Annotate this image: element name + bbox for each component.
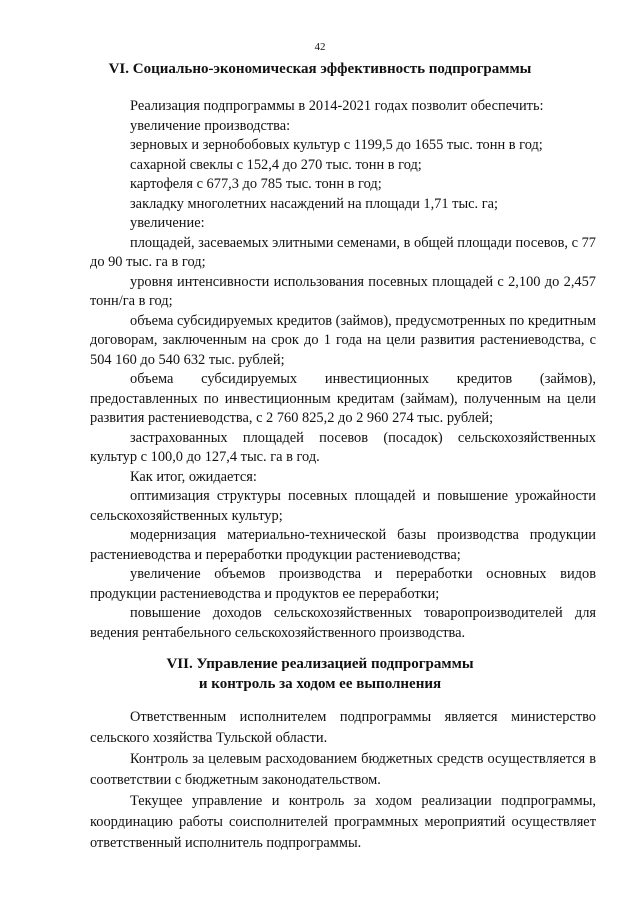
paragraph: увеличение производства: [130,117,291,134]
paragraph: увеличение объемов производства и переработки основных видов продукции растениеводства и продуктов ее переработки; [90,566,596,602]
paragraph: Как итог, ожидается: [130,468,257,485]
paragraph: оптимизация структуры посевных площадей и повышение урожайности сельскохозяйственных культур; [90,488,596,524]
section-7-title-line-2: и контроль за ходом ее выполнения [198,675,442,692]
paragraph: Контроль за целевым расходованием бюджетных средств осуществляется в соответствии с бюджетным законодательством. [90,751,596,788]
paragraph: картофеля с 677,3 до 785 тыс. тонн в год; [130,176,382,192]
paragraph: сахарной свеклы с 152,4 до 270 тыс. тонн в год; [130,156,422,173]
paragraph: закладку многолетних насаждений на площади 1,71 тыс. га; [130,195,498,212]
section-6-heading [40,60,600,80]
paragraph: модернизация материально-технической базы производства продукции растениеводства и переработки продукции растениеводства; [90,527,596,563]
section-7-title-line-1: VII. Управление реализацией подпрограммы [166,656,474,672]
paragraph: застрахованных площадей посевов (посадок) сельскохозяйственных культур с 100,0 до 127,4 тыс. га в год. [90,429,596,465]
section-6-body [90,97,596,643]
paragraph: объема субсидируемых кредитов (займов), предусмотренных по кредитным договорам, заключенным на срок до 1 года на цели развития растениеводства, с 504 160 до 540 632 тыс. рублей; [90,312,597,368]
paragraph: уровня интенсивности использования посевных площадей с 2,100 до 2,457 тонн/га в год; [90,273,596,309]
section-6-title: VI. Социально-экономическая эффективность подпрограммы [108,61,532,77]
page-number: 42 [314,41,326,53]
section-7-heading [40,655,600,694]
paragraph: увеличение: [130,215,205,231]
paragraph: объема субсидируемых инвестиционных кредитов (займов), предоставленных по инвестиционным кредитам (займам), полученным на цели развития растениеводства, с 2 760 825,2 до 2 960 274 тыс. рублей; [90,371,596,426]
paragraph: повышение доходов сельскохозяйственных товаропроизводителей для ведения рентабельного сельскохозяйственного производства. [90,605,596,641]
paragraph: Текущее управление и контроль за ходом реализации подпрограммы, координацию работы соисполнителей программных мероприятий осуществляет ответственный исполнитель подпрограммы. [90,793,596,851]
paragraph: Ответственным исполнителем подпрограммы является министерство сельского хозяйства Тульской области. [90,709,596,746]
section-7-body [90,707,596,854]
paragraph: Реализация подпрограммы в 2014-2021 годах позволит обеспечить: [130,98,544,114]
paragraph: зерновых и зернобобовых культур с 1199,5 до 1655 тыс. тонн в год; [130,137,543,153]
paragraph: площадей, засеваемых элитными семенами, в общей площади посевов, с 77 до 90 тыс. га в год; [90,234,596,270]
